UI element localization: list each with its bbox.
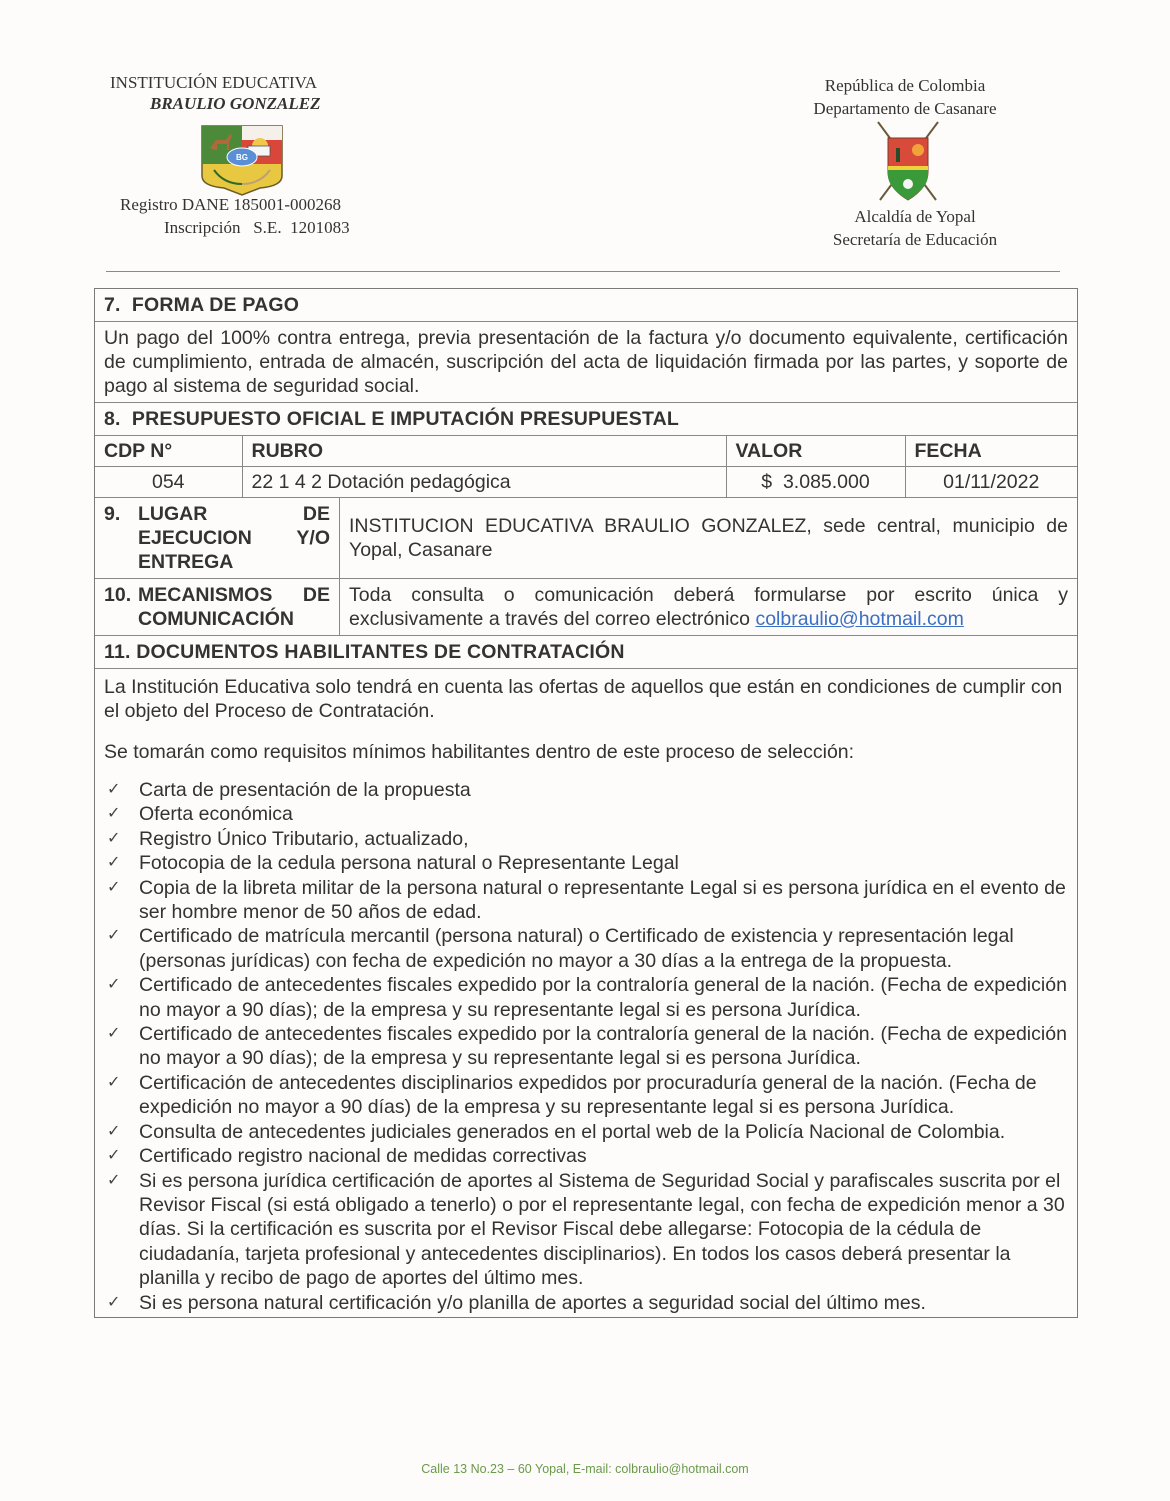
- list-item: [104, 973, 1068, 1022]
- list-item: [104, 1169, 1068, 1291]
- mayor-office: Alcaldía de Yopal: [854, 207, 976, 226]
- cell-valor: $ 3.085.000: [726, 467, 905, 498]
- se-inscription: Inscripción S.E. 1201083: [164, 218, 350, 237]
- col-header-cdp: CDP N°: [95, 436, 242, 467]
- dane-registry: Registro DANE 185001-000268: [120, 195, 341, 214]
- section-11-lead-text: Se tomarán como requisitos mínimos habilitantes dentro de este proceso de selección:: [104, 741, 855, 763]
- requirement-text: Certificado registro nacional de medidas correctivas: [139, 1145, 587, 1168]
- checkmark-icon: ✓: [107, 1122, 121, 1140]
- page-footer: Calle 13 No.23 – 60 Yopal, E-mail: colbraulio@hotmail.com: [421, 1462, 749, 1476]
- contact-email-link[interactable]: colbraulio@hotmail.com: [755, 608, 964, 630]
- checkmark-icon: ✓: [107, 1073, 121, 1091]
- requirement-text: Certificado de matrícula mercantil (persona natural) o Certificado de existencia y representación legal (personas jurídicas) con fecha de expedición no mayor a 30 días a la entrega de la propuesta.: [139, 925, 1014, 972]
- list-item: [104, 1071, 1068, 1120]
- requirements-list: [95, 768, 1077, 1317]
- list-item: [104, 1144, 1068, 1168]
- requirement-text: Copia de la libreta militar de la persona natural o representante Legal si es persona jurídica en el evento de ser hombre menor de 50 años de edad.: [139, 876, 1066, 924]
- list-item: [104, 876, 1068, 925]
- col-header-rubro: RUBRO: [242, 436, 726, 467]
- budget-table: [95, 436, 1077, 498]
- cell-rubro: 22 1 4 2 Dotación pedagógica: [242, 467, 726, 498]
- table-row: [95, 467, 1077, 498]
- requirement-text: Certificado de antecedentes fiscales expedido por la contraloría general de la nación. (Fecha de expedición no mayor a 90 días); de la empresa y su representante legal si es persona Jurídica.: [139, 1023, 1067, 1070]
- list-item: [104, 778, 1068, 802]
- section-9-label-text: LUGAR DE EJECUCION Y/O ENTREGA: [138, 503, 330, 573]
- list-item: [104, 1120, 1068, 1144]
- requirement-text: Carta de presentación de la propuesta: [139, 779, 471, 801]
- list-item: [104, 1022, 1068, 1071]
- section-7-title: 7. FORMA DE PAGO: [95, 289, 1077, 322]
- yopal-coat-of-arms-icon: [872, 120, 944, 206]
- checkmark-icon: ✓: [107, 1171, 121, 1189]
- requirement-text: Si es persona jurídica certificación de aportes al Sistema de Seguridad Social y parafiscales suscrita por el Revisor Fiscal (si está obligado a tenerlo) o por el representante legal, con fecha de expedición menor a 30 días. Si la certificación es suscrita por el Revisor Fiscal debe allegarse: Fotocopia de la cédula de ciudadanía, tarjeta profesional y antecedentes disciplinarios). En todos los casos deberá presentar la planilla y recibo de pago de aportes del último mes.: [139, 1169, 1065, 1290]
- checkmark-icon: ✓: [107, 805, 121, 823]
- list-item: [104, 851, 1068, 875]
- section-11-intro: [95, 669, 1077, 768]
- budget-table-header: [95, 436, 1077, 467]
- checkmark-icon: ✓: [107, 781, 121, 798]
- section-10-number: 10.: [104, 584, 132, 606]
- cell-cdp: 054: [95, 467, 242, 498]
- government-header: [790, 74, 1020, 120]
- requirement-text: Fotocopia de la cedula persona natural o Representante Legal: [139, 852, 679, 875]
- checkmark-icon: ✓: [107, 829, 121, 847]
- header-divider: [106, 271, 1060, 272]
- requirement-text: Si es persona natural certificación y/o planilla de aportes a seguridad social del último mes.: [139, 1291, 926, 1314]
- checkmark-icon: ✓: [107, 927, 121, 945]
- checkmark-icon: ✓: [107, 976, 121, 994]
- section-9-label: [95, 498, 340, 578]
- institution-type: INSTITUCIÓN EDUCATIVA: [110, 73, 317, 92]
- section-8-title: 8. PRESUPUESTO OFICIAL E IMPUTACIÓN PRESUPUESTAL: [95, 403, 1077, 436]
- department-name: Departamento de Casanare: [813, 99, 997, 118]
- col-header-fecha: FECHA: [905, 436, 1077, 467]
- institution-name: BRAULIO GONZALEZ: [150, 94, 321, 113]
- requirement-text: Consulta de antecedentes judiciales generados en el portal web de la Policía Nacional de Colombia.: [139, 1120, 1006, 1143]
- requirement-text: Registro Único Tributario, actualizado,: [139, 827, 469, 850]
- checkmark-icon: ✓: [107, 1293, 121, 1311]
- document-table: [94, 288, 1078, 1318]
- section-11-intro-text: La Institución Educativa solo tendrá en cuenta las ofertas de aquellos que están en condiciones de cumplir con el objeto del Proceso de Contratación.: [104, 676, 1063, 722]
- col-header-valor: VALOR: [726, 436, 905, 467]
- requirement-text: Certificado de antecedentes fiscales expedido por la contraloría general de la nación. (Fecha de expedición no mayor a 90 días); de la empresa y su representante legal si es persona Jurídica.: [139, 974, 1067, 1021]
- list-item: [104, 1291, 1068, 1315]
- section-9-value-text: INSTITUCION EDUCATIVA BRAULIO GONZALEZ, sede central, municipio de Yopal, Casanare: [349, 515, 1068, 561]
- section-7-body: Un pago del 100% contra entrega, previa presentación de la factura y/o documento equivalente, certificación de cumplimiento, entrada de almacén, suscripción del acta de liquidación firmada por las partes, y soporte de pago al sistema de seguridad social.: [95, 322, 1077, 403]
- section-10-label: [95, 579, 340, 635]
- section-10-value-text: Toda consulta o comunicación deberá formularse por escrito única y exclusivamente a través del correo electrónico: [349, 584, 1068, 630]
- checkmark-icon: ✓: [107, 854, 121, 872]
- section-9-number: 9.: [104, 503, 121, 525]
- checkmark-icon: ✓: [107, 1025, 121, 1043]
- education-secretariat: Secretaría de Educación: [832, 230, 998, 249]
- cell-fecha: 01/11/2022: [905, 467, 1077, 498]
- country-name: República de Colombia: [824, 76, 986, 95]
- list-item: [104, 802, 1068, 826]
- government-subheader: [810, 205, 1020, 251]
- section-10-label-text: MECANISMOS DE COMUNICACIÓN: [138, 584, 330, 630]
- requirement-text: Oferta económica: [139, 803, 293, 826]
- section-10-value: [340, 579, 1077, 635]
- section-11-title: 11. DOCUMENTOS HABILITANTES DE CONTRATACIÓN: [95, 636, 1077, 669]
- requirement-text: Certificación de antecedentes disciplinarios expedidos por procuraduría general de la nación. (Fecha de expedición no mayor a 90 días) de la empresa y su representante legal si es persona Jurídica.: [139, 1071, 1037, 1119]
- list-item: [104, 827, 1068, 851]
- checkmark-icon: ✓: [107, 878, 121, 896]
- section-9-value: [340, 498, 1077, 578]
- section-10-row: [95, 579, 1077, 636]
- svg-text:BG: BG: [236, 153, 248, 162]
- school-shield-icon: [200, 124, 284, 196]
- list-item: [104, 924, 1068, 973]
- checkmark-icon: ✓: [107, 1147, 121, 1165]
- section-9-row: [95, 498, 1077, 579]
